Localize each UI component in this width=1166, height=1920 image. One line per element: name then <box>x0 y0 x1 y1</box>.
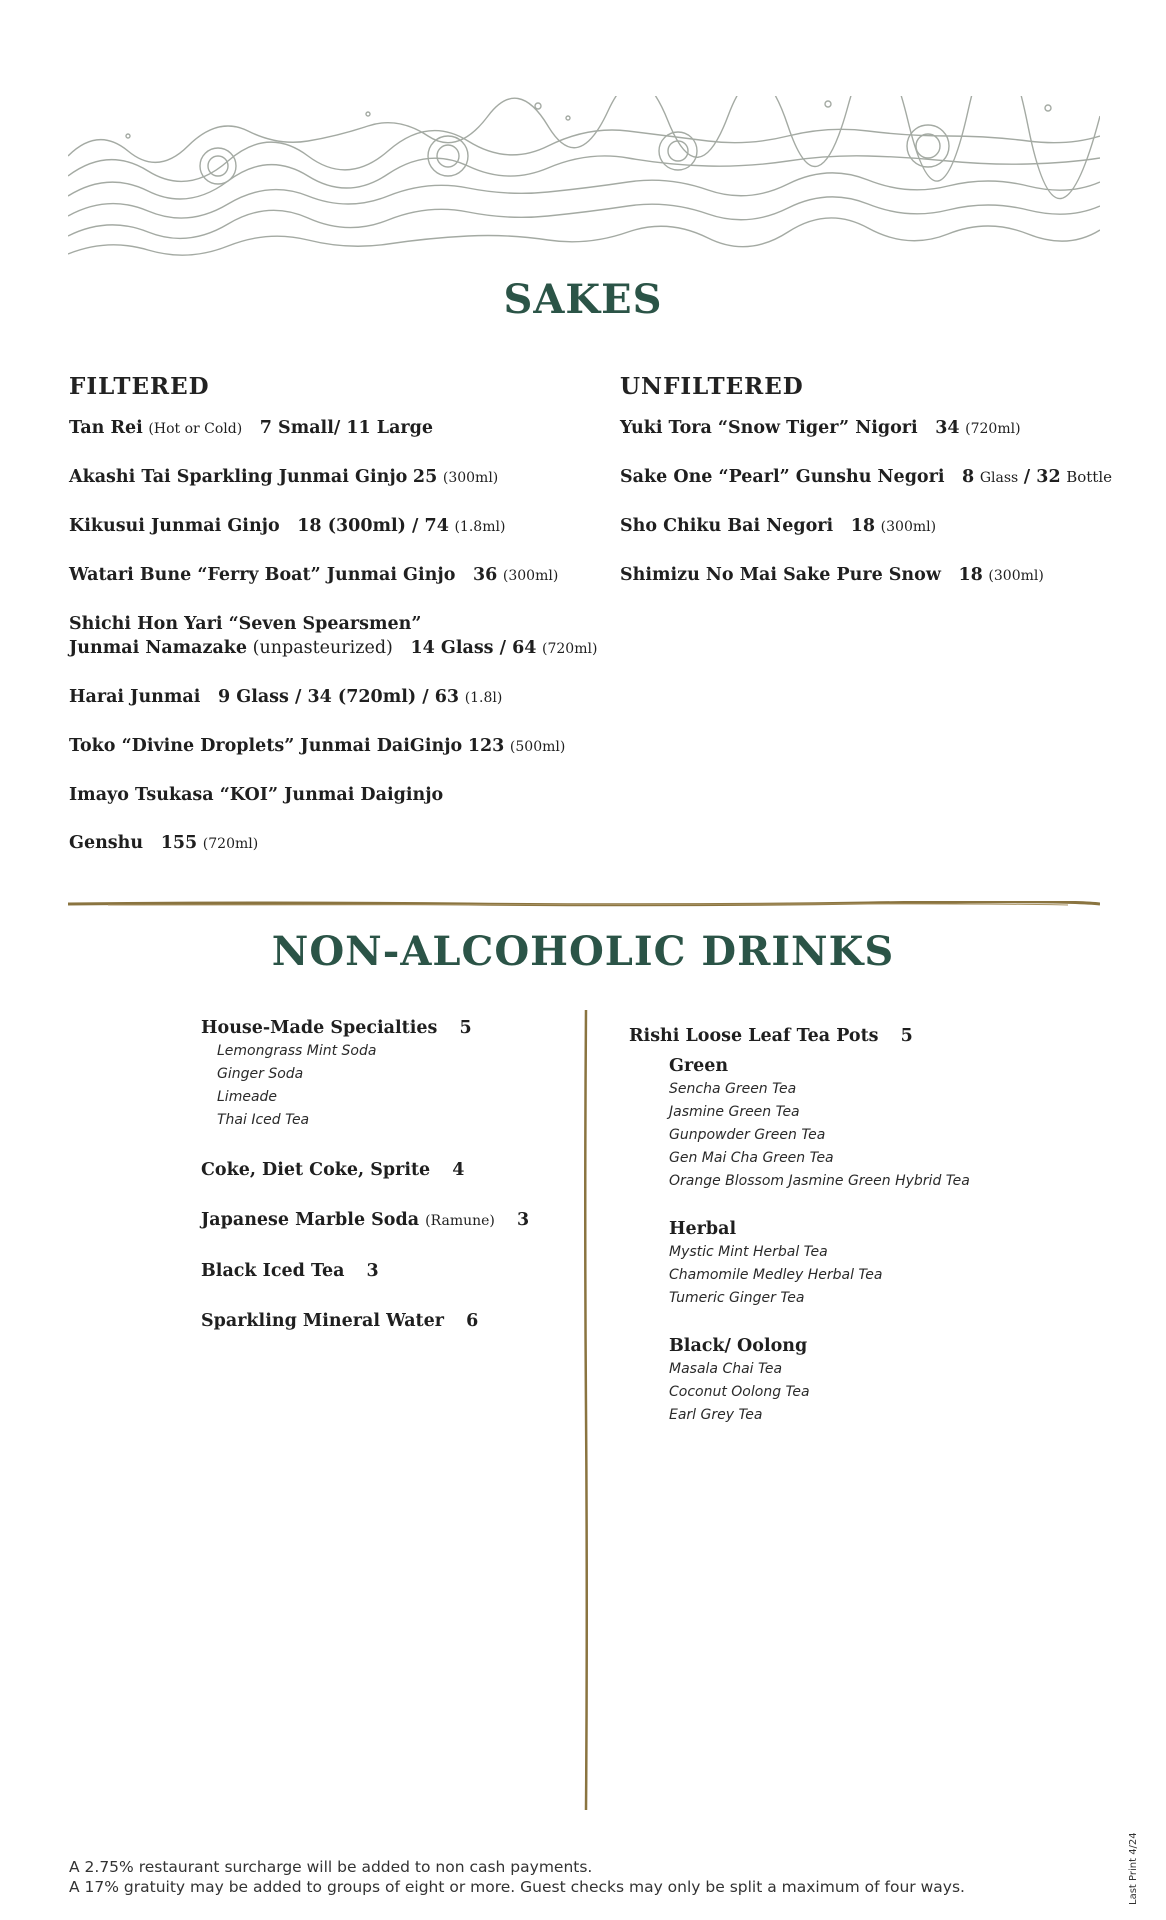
list-item <box>69 783 589 807</box>
drink-heading <box>201 1158 561 1182</box>
sake-unit: (720ml) <box>542 641 598 657</box>
sake-price: 25 <box>412 467 438 487</box>
sake-name: Toko “Divine Droplets” Junmai DaiGinjo <box>69 736 463 756</box>
sake-price: 123 <box>467 736 505 756</box>
sake-unit: (720ml) <box>202 836 259 852</box>
drink-name: Black Iced Tea <box>201 1261 345 1281</box>
sake-price: 36 <box>472 565 498 585</box>
drink-heading <box>201 1016 561 1040</box>
non-alcoholic-title: NON-ALCOHOLIC DRINKS <box>271 928 895 975</box>
iced-tea-group <box>201 1259 561 1283</box>
drink-price: 6 <box>466 1311 479 1331</box>
drink-heading <box>629 1024 1069 1048</box>
list-item: Limeade <box>217 1089 278 1105</box>
list-item: Tumeric Ginger Tea <box>669 1290 805 1306</box>
sake-name-line1: Shichi Hon Yari “Seven Spearsmen” <box>69 614 422 634</box>
list-item <box>69 831 589 856</box>
list-item: Orange Blossom Jasmine Green Hybrid Tea <box>669 1173 970 1189</box>
tea-category: Green <box>669 1056 729 1076</box>
list-item: Jasmine Green Tea <box>669 1104 800 1120</box>
ramune-group <box>201 1208 561 1233</box>
sake-unit: Glass <box>979 470 1019 486</box>
sake-price-2: / 32 <box>1023 467 1061 487</box>
sake-price: 34 <box>935 418 960 438</box>
sake-unit: (300ml) <box>502 568 559 584</box>
sake-name: Sho Chiku Bai Negori <box>620 516 834 536</box>
list-item: Coconut Oolong Tea <box>669 1384 810 1400</box>
list-item <box>620 416 1120 441</box>
drink-price: 4 <box>452 1160 465 1180</box>
list-item <box>69 734 589 759</box>
sake-name: Genshu <box>69 833 144 853</box>
non-alcoholic-left-column <box>201 1016 561 1359</box>
house-made-group <box>201 1016 561 1132</box>
sake-name: Kikusui Junmai Ginjo <box>69 516 280 536</box>
list-item <box>69 514 589 539</box>
sake-price: 18 <box>958 565 983 585</box>
list-item: Thai Iced Tea <box>217 1112 310 1128</box>
drink-price: 5 <box>900 1026 913 1046</box>
sake-name: Imayo Tsukasa “KOI” Junmai Daiginjo <box>69 785 444 805</box>
soda-group <box>201 1158 561 1182</box>
sake-price: 14 Glass / 64 <box>410 638 537 658</box>
list-item: Sencha Green Tea <box>669 1081 797 1097</box>
unfiltered-sake-list <box>620 416 1120 612</box>
sake-price: 9 Glass / 34 (720ml) / 63 <box>217 687 460 707</box>
list-item <box>69 416 589 441</box>
sake-price: 18 (300ml) / 74 <box>297 516 449 536</box>
print-date-stamp: Last Print 4/24 <box>1128 1832 1139 1905</box>
herbal-tea-group <box>629 1217 1069 1310</box>
surcharge-note: A 2.75% restaurant surcharge will be added to non cash payments. <box>69 1858 593 1876</box>
list-item: Mystic Mint Herbal Tea <box>669 1244 828 1260</box>
list-item: Lemongrass Mint Soda <box>217 1043 377 1059</box>
drink-heading <box>201 1259 561 1283</box>
wave-banner-illustration <box>68 96 1100 258</box>
unfiltered-heading: UNFILTERED <box>620 373 804 400</box>
sake-name: Sake One “Pearl” Gunshu Negori <box>620 467 945 487</box>
drink-price: 5 <box>459 1018 472 1038</box>
drink-name: Sparkling Mineral Water <box>201 1311 444 1331</box>
list-item: Earl Grey Tea <box>669 1407 763 1423</box>
sakes-title: SAKES <box>503 276 663 323</box>
sake-unit: (300ml) <box>442 470 499 486</box>
sake-unit: (300ml) <box>988 568 1044 584</box>
drink-note: (Ramune) <box>425 1213 495 1229</box>
green-tea-group <box>629 1054 1069 1193</box>
sake-name: Yuki Tora “Snow Tiger” Nigori <box>620 418 918 438</box>
filtered-sake-list <box>69 416 598 880</box>
section-divider <box>68 901 1100 907</box>
gratuity-note: A 17% gratuity may be added to groups of eight or more. Guest checks may only be split a maximum of four ways. <box>69 1878 965 1896</box>
column-divider <box>583 1010 589 1810</box>
sake-price: 18 <box>850 516 876 536</box>
footer-notes <box>69 1857 965 1897</box>
list-item: Gunpowder Green Tea <box>669 1127 826 1143</box>
sake-price: 8 <box>962 467 975 487</box>
list-item: Chamomile Medley Herbal Tea <box>669 1267 883 1283</box>
black-oolong-tea-group <box>629 1334 1069 1427</box>
filtered-heading: FILTERED <box>69 373 210 400</box>
drink-heading <box>201 1208 561 1233</box>
list-item <box>69 685 589 710</box>
drink-name: House-Made Specialties <box>201 1018 438 1038</box>
sake-unit-2: Bottle <box>1066 468 1112 486</box>
list-item <box>69 563 589 588</box>
sake-unit: (1.8l) <box>464 690 503 706</box>
sake-name: Harai Junmai <box>69 687 201 707</box>
list-item <box>620 563 1120 588</box>
water-group <box>201 1309 561 1333</box>
drink-price: 3 <box>366 1261 379 1281</box>
sake-note: (unpasteurized) <box>252 638 393 658</box>
sake-name: Junmai Namazake <box>69 638 248 658</box>
sake-name: Watari Bune “Ferry Boat” Junmai Ginjo <box>69 565 456 585</box>
sake-price: 7 Small/ 11 Large <box>259 418 434 438</box>
sake-unit: (720ml) <box>965 421 1021 437</box>
tea-category: Black/ Oolong <box>669 1336 808 1356</box>
list-item <box>620 465 1120 490</box>
sake-name: Akashi Tai Sparkling Junmai Ginjo <box>69 467 408 487</box>
sake-price: 155 <box>160 833 198 853</box>
tea-category: Herbal <box>669 1219 737 1239</box>
drink-name: Coke, Diet Coke, Sprite <box>201 1160 431 1180</box>
list-item: Gen Mai Cha Green Tea <box>669 1150 834 1166</box>
list-item: Masala Chai Tea <box>669 1361 783 1377</box>
drink-name: Japanese Marble Soda <box>201 1210 420 1230</box>
list-item <box>620 514 1120 539</box>
tea-pots-column <box>629 1024 1069 1451</box>
list-item <box>69 612 598 661</box>
sake-name: Tan Rei <box>69 418 143 438</box>
sake-name: Shimizu No Mai Sake Pure Snow <box>620 565 941 585</box>
list-item <box>69 465 589 490</box>
sake-unit: (300ml) <box>880 519 937 535</box>
drink-heading <box>201 1309 561 1333</box>
sake-note: (Hot or Cold) <box>148 421 243 437</box>
sake-unit: (500ml) <box>509 739 566 755</box>
drink-name: Rishi Loose Leaf Tea Pots <box>629 1026 879 1046</box>
drink-price: 3 <box>516 1210 530 1230</box>
sake-unit: (1.8ml) <box>454 519 506 535</box>
list-item: Ginger Soda <box>217 1066 304 1082</box>
